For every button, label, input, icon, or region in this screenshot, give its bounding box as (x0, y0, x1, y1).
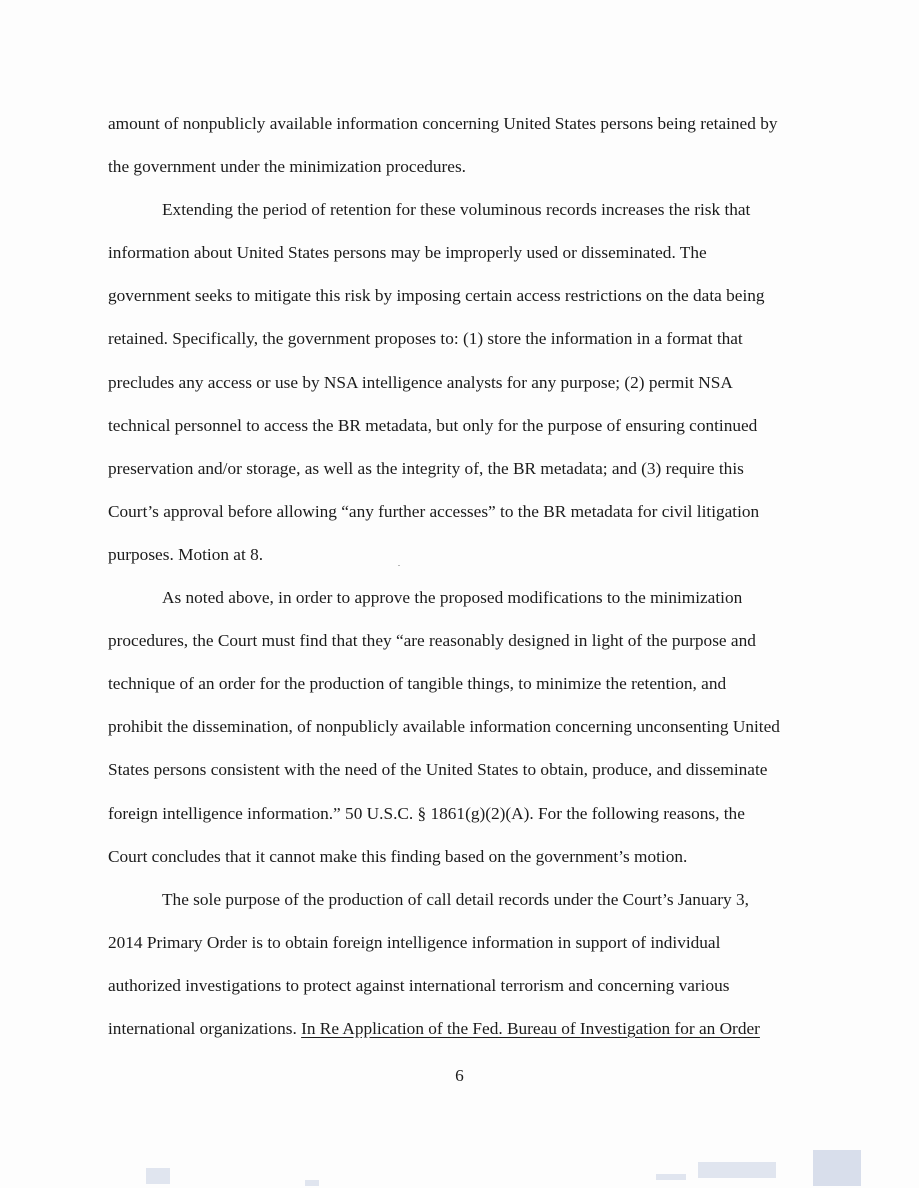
page-number: 6 (455, 1066, 464, 1085)
text-line: As noted above, in order to approve the proposed modifications to the minimization (162, 588, 743, 608)
text-line: amount of nonpublicly available information concerning United States persons being retained by (108, 114, 778, 133)
text-line-with-citation (108, 1007, 808, 1050)
text-line: 2014 Primary Order is to obtain foreign intelligence information in support of individual (108, 932, 721, 952)
text-plain: international organizations. (108, 1018, 302, 1038)
case-citation: In Re Application of the Fed. Bureau of Investigation for an Order (301, 1018, 760, 1038)
text-line: technical personnel to access the BR metadata, but only for the purpose of ensuring continued (108, 415, 758, 435)
text-line: authorized investigations to protect against international terrorism and concerning various (108, 975, 730, 995)
text-line: The sole purpose of the production of call detail records under the Court’s January 3, (162, 889, 749, 909)
text-line: precludes any access or use by NSA intelligence analysts for any purpose; (2) permit NSA (108, 372, 733, 392)
text-line: Court’s approval before allowing “any further accesses” to the BR metadata for civil litigation (108, 501, 760, 521)
scan-artifact (698, 1162, 776, 1178)
text-line: preservation and/or storage, as well as the integrity of, the BR metadata; and (3) require this (108, 458, 744, 478)
paragraph-2 (108, 188, 808, 576)
scan-artifact (656, 1174, 686, 1180)
paragraph-3 (108, 576, 808, 878)
text-line: procedures, the Court must find that they “are reasonably designed in light of the purpose and (108, 631, 756, 651)
text-line: foreign intelligence information.” 50 U.S.C. § 1861(g)(2)(A). For the following reasons, the (108, 803, 745, 823)
text-line: purposes. Motion at 8. (108, 544, 264, 564)
scan-speck (398, 565, 400, 566)
text-line: information about United States persons may be improperly used or disseminated. The (108, 243, 707, 263)
paragraph-4 (108, 878, 808, 1050)
text-line: States persons consistent with the need of the United States to obtain, produce, and disseminate (108, 760, 768, 780)
document-body (108, 102, 808, 1050)
text-line: government seeks to mitigate this risk by imposing certain access restrictions on the data being (108, 286, 765, 306)
text-line: Court concludes that it cannot make this finding based on the government’s motion. (108, 846, 688, 866)
text-line: Extending the period of retention for these voluminous records increases the risk that (162, 200, 751, 220)
text-line: technique of an order for the production of tangible things, to minimize the retention, and (108, 674, 727, 694)
scan-artifact (813, 1150, 861, 1186)
scan-artifact (305, 1180, 319, 1186)
paragraph-1 (108, 102, 808, 188)
text-line: the government under the minimization procedures. (108, 157, 466, 177)
text-line: retained. Specifically, the government proposes to: (1) store the information in a format that (108, 329, 743, 349)
scan-artifact (146, 1168, 170, 1184)
text-line: prohibit the dissemination, of nonpublicly available information concerning unconsenting United (108, 717, 780, 737)
